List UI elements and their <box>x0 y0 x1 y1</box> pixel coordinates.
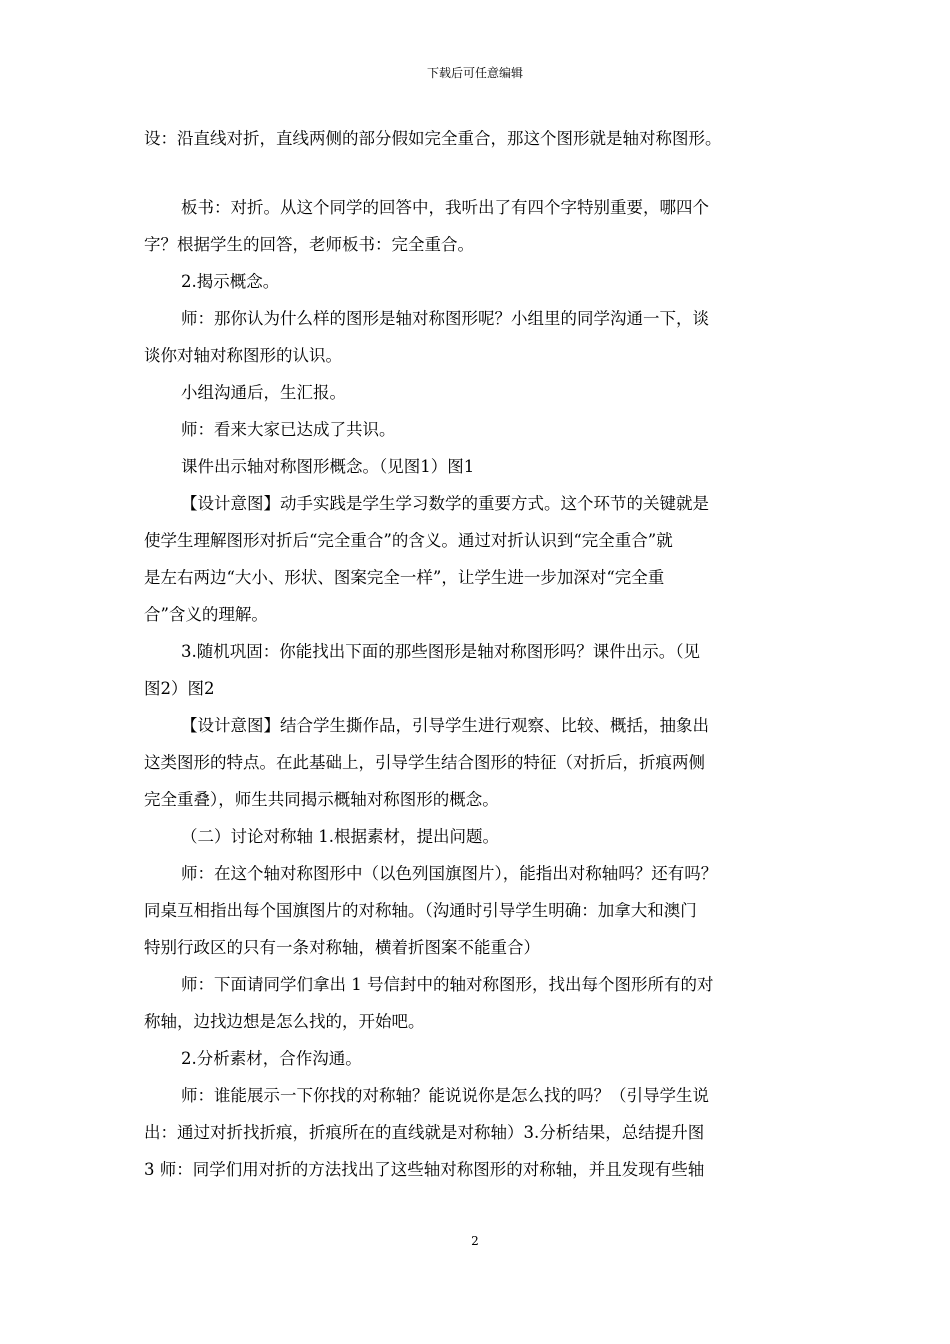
paragraph-line: 2.揭示概念。 <box>181 272 280 291</box>
paragraph-line: 使学生理解图形对折后“完全重合”的含义。通过对折认识到“完全重合”就 <box>144 531 673 550</box>
paragraph-line: 同桌互相指出每个国旗图片的对称轴。（沟通时引导学生明确：加拿大和澳门 <box>144 901 697 920</box>
paragraph-line: 是左右两边“大小、形状、图案完全一样”，让学生进一步加深对“完全重 <box>144 568 665 587</box>
paragraph-line: 完全重叠），师生共同揭示概轴对称图形的概念。 <box>144 790 499 809</box>
paragraph-line: 这类图形的特点。在此基础上，引导学生结合图形的特征（对折后，折痕两侧 <box>144 753 705 772</box>
paragraph-line: 课件出示轴对称图形概念。（见图1）图1 <box>181 457 475 476</box>
paragraph-line: 图2）图2 <box>144 679 215 698</box>
paragraph-line: 师：那你认为什么样的图形是轴对称图形呢？小组里的同学沟通一下，谈 <box>181 309 709 328</box>
paragraph-line: 字？根据学生的回答，老师板书：完全重合。 <box>144 235 474 254</box>
paragraph-line: 师：看来大家已达成了共识。 <box>181 420 396 439</box>
paragraph-line: 合”含义的理解。 <box>144 605 268 624</box>
paragraph-line: 3 师：同学们用对折的方法找出了这些轴对称图形的对称轴，并且发现有些轴 <box>144 1160 705 1179</box>
paragraph-line: 师：下面请同学们拿出 1 号信封中的轴对称图形，找出每个图形所有的对 <box>181 975 714 994</box>
paragraph-line: 出：通过对折找折痕，折痕所在的直线就是对称轴）3.分析结果，总结提升图 <box>144 1123 705 1142</box>
paragraph-line: 称轴，边找边想是怎么找的，开始吧。 <box>144 1012 425 1031</box>
paragraph-line: 2.分析素材，合作沟通。 <box>181 1049 362 1068</box>
document-body <box>144 120 809 1188</box>
paragraph-line: 师：在这个轴对称图形中（以色列国旗图片），能指出对称轴吗？还有吗？ <box>181 864 718 883</box>
paragraph-line: （二）讨论对称轴 1.根据素材，提出问题。 <box>181 827 499 846</box>
paragraph-line: 【设计意图】动手实践是学生学习数学的重要方式。这个环节的关键就是 <box>181 494 709 513</box>
paragraph-line: 师：谁能展示一下你找的对称轴？能说说你是怎么找的吗？（引导学生说 <box>181 1086 709 1105</box>
paragraph-line: 板书：对折。从这个同学的回答中，我听出了有四个字特别重要，哪四个 <box>181 198 709 217</box>
paragraph-line: 设：沿直线对折，直线两侧的部分假如完全重合，那这个图形就是轴对称图形。 <box>144 129 722 148</box>
page-header: 下载后可任意编辑 <box>426 66 523 80</box>
paragraph-line: 谈你对轴对称图形的认识。 <box>144 346 342 365</box>
paragraph-line: 3.随机巩固：你能找出下面的那些图形是轴对称图形吗？课件出示。（见 <box>181 642 700 661</box>
paragraph-line: 小组沟通后，生汇报。 <box>181 383 346 402</box>
paragraph-line: 特别行政区的只有一条对称轴，横着折图案不能重合） <box>144 938 540 957</box>
paragraph-line: 【设计意图】结合学生撕作品，引导学生进行观察、比较、概括，抽象出 <box>181 716 709 735</box>
page-number: 2 <box>471 1234 479 1248</box>
